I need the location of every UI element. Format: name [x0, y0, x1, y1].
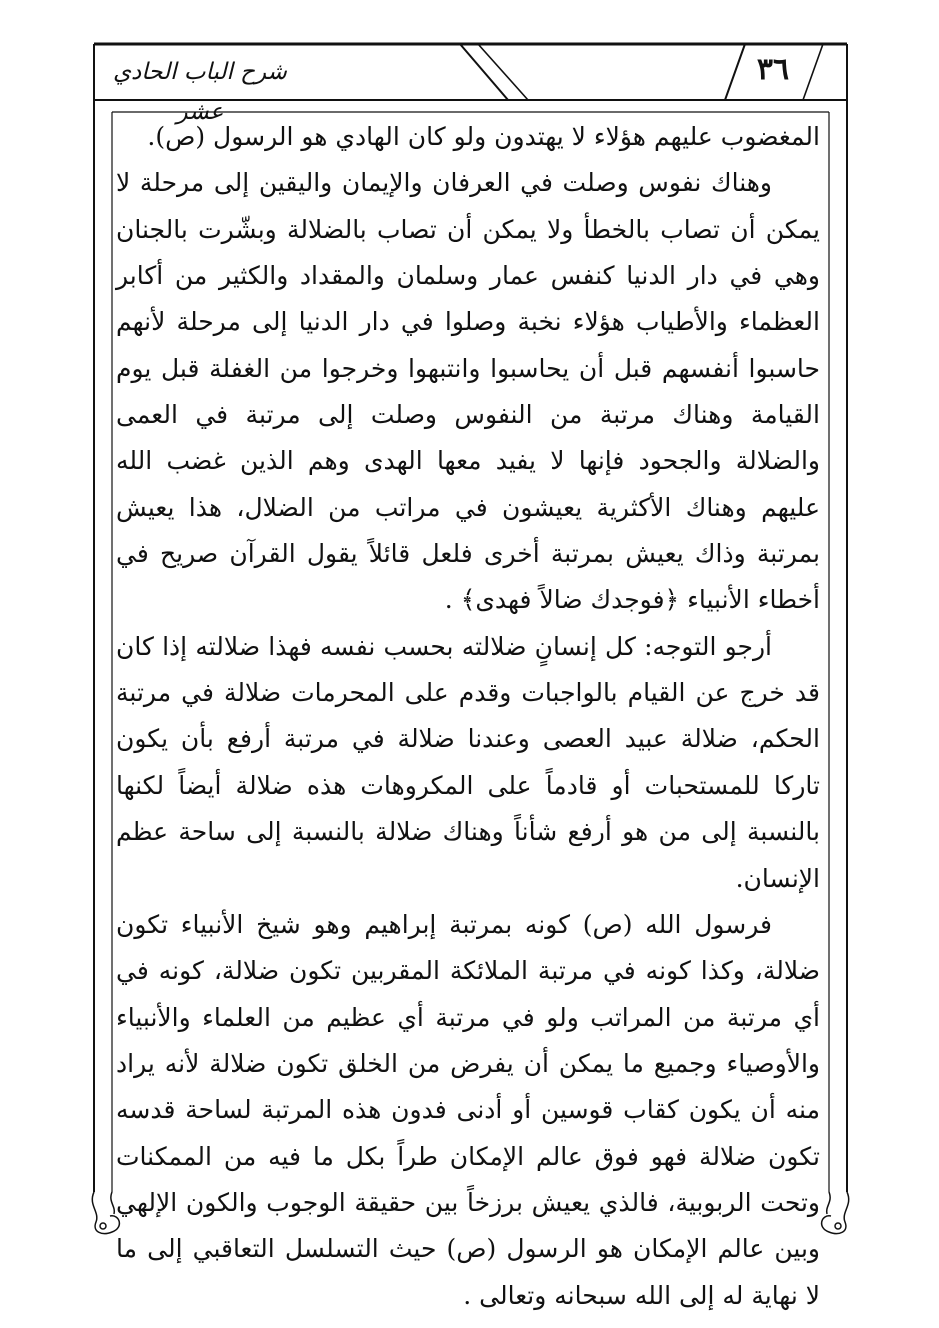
- page-number: ٣٦: [756, 52, 790, 87]
- paragraph: أرجو التوجه: كل إنسانٍ ضلالته بحسب نفسه فهذا ضلالته إذا كان قد خرج عن القيام بالواجبات وقدم على المحرمات ضلالة في مرتبة الحكم، ضلالة عبيد العصى وعندنا ضلالة في مرتبة أرفع بأن يكون تاركا للمستحبات أو قادماً على المكروهات هذه ضلالة أيضاً لكنها بالنسبة إلى من هو أرفع شأناً وهناك ضلالة بالنسبة إلى ساحة عظم الإنسان.: [116, 631, 820, 893]
- paragraph: المغضوب عليهم هؤلاء لا يهتدون ولو كان الهادي هو الرسول (ص).: [147, 122, 820, 151]
- running-header-title: شرح الباب الحادي عشر: [113, 59, 287, 125]
- paragraph: فرسول الله (ص) كونه بمرتبة إبراهيم وهو شيخ الأنبياء تكون ضلالة، وكذا كونه في مرتبة الملائكة المقربين تكون ضلالة، كونه في أي مرتبة من المراتب ولو في مرتبة أي عظيم من العلماء والأنبياء والأوصياء وجميع ما يمكن أن يفرض من الخلق تكون ضلالة لأنه يراد منه أن يكون كقاب قوسين أو أدنى فدون هذه المرتبة لساحة قدسه تكون ضلالة فهو فوق عالم الإمكان طراً بكل ما فيه من الممكنات وتحت الربوبية، فالذي يعيش برزخاً بين حقيقة الوجوب والكون الإلهي وبين عالم الإمكان هو الرسول (ص) حيث التسلسل التعاقبي إلى ما لا نهاية له إلى الله سبحانه وتعالى .: [116, 909, 820, 1310]
- body-text: [116, 114, 820, 1319]
- bottom-right-ornament: [822, 1192, 849, 1234]
- paragraph: وهناك نفوس وصلت في العرفان والإيمان واليقين إلى مرحلة لا يمكن أن تصاب بالخطأ ولا يمكن أن تصاب بالضلالة وبشّرت بالجنان وهي في دار الدنيا كنفس عمار وسلمان والمقداد والكثير من أكابر العظماء والأطياب هؤلاء نخبة وصلوا في دار الدنيا إلى مرحلة لأنهم حاسبوا أنفسهم قبل أن يحاسبوا وانتبهوا وخرجوا من الغفلة قبل يوم القيامة وهناك مرتبة من النفوس وصلت إلى مرتبة في العمى والضلالة والجحود فإنها لا يفيد معها الهدى وهم الذين غضب الله عليهم وهناك الأكثرية يعيشون في مراتب من الضلال، هذا يعيش بمرتبة وذاك يعيش بمرتبة أخرى فلعل قائلاً يقول القرآن صريح في أخطاء الأنبياء ﴿فوجدك ضالاً فهدى﴾ .: [116, 168, 820, 615]
